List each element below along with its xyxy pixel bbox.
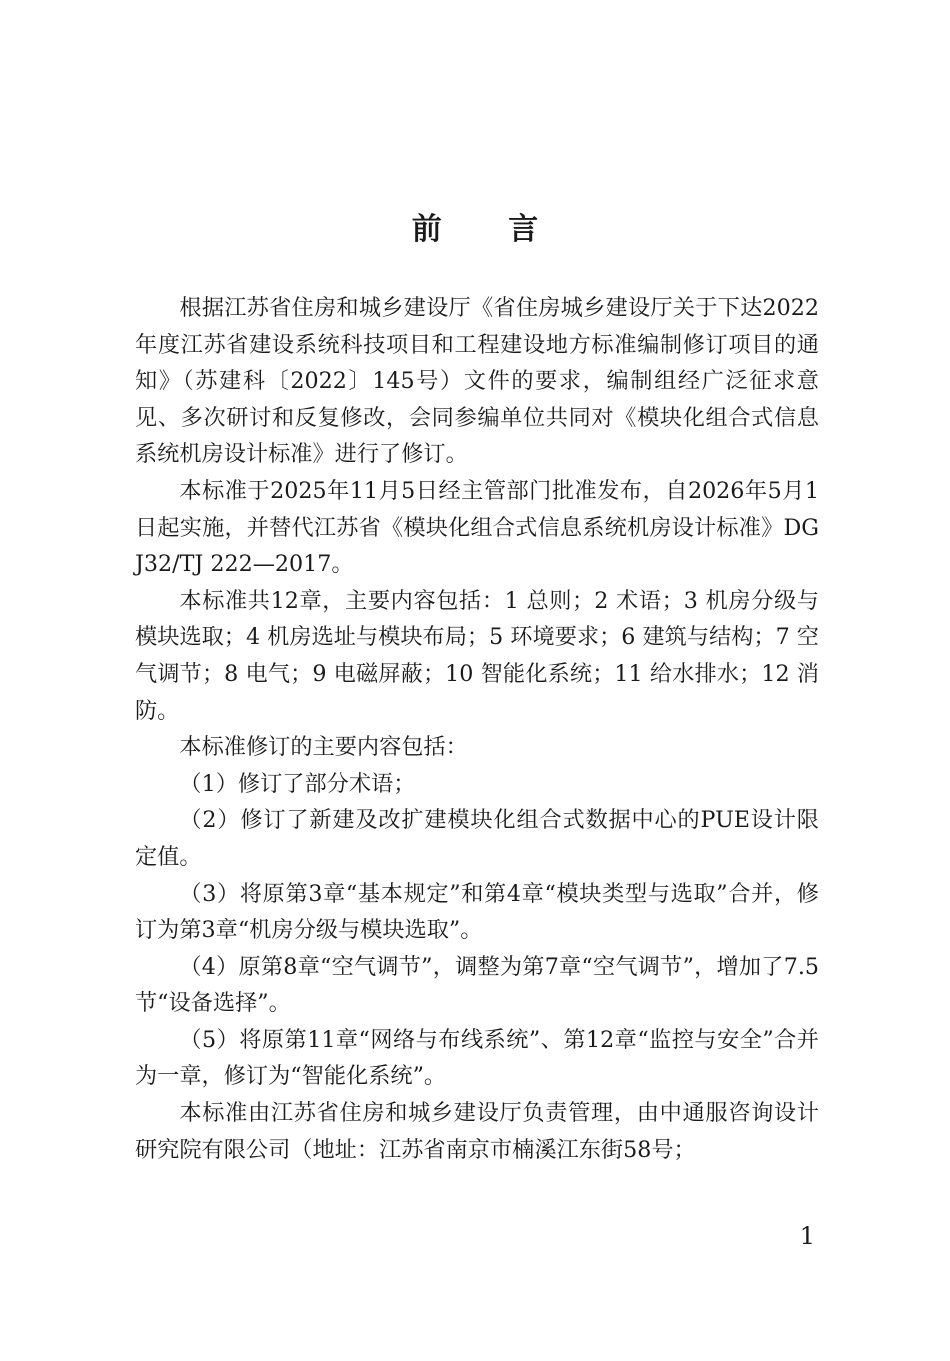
revision-item-4: （4）原第8章“空气调节”，调整为第7章“空气调节”，增加了7.5节“设备选择”。 — [135, 953, 819, 1017]
revision-item-2: （2）修订了新建及改扩建模块化组合式数据中心的PUE设计限定值。 — [135, 807, 819, 870]
paragraph-revision-intro: 本标准修订的主要内容包括： — [179, 734, 468, 761]
page-number: 1 — [799, 1222, 815, 1250]
paragraph-basis: 根据江苏省住房和城乡建设厅《省住房城乡建设厅关于下达2022年度江苏省建设系统科技项目和工程建设地方标准编制修订项目的通知》（苏建科〔2022〕145号）文件的要求，编制组经广泛征求意见、多次研讨和反复修改，会同参编单位共同对《模块化组合式信息系统机房设计标准》进行了修订。 — [135, 295, 819, 468]
paragraph-effective-date: 本标准于2025年11月5日经主管部门批准发布，自2026年5月1日起实施，并替代江苏省《模块化组合式信息系统机房设计标准》DGJ32/TJ 222—2017。 — [135, 477, 819, 578]
document-body — [135, 290, 819, 1168]
paragraph-management: 本标准由江苏省住房和城乡建设厅负责管理，由中通服咨询设计研究院有限公司（地址：江苏省南京市楠溪江东街58号； — [135, 1100, 819, 1163]
page-title: 前 言 — [411, 212, 567, 247]
revision-item-5: （5）将原第11章“网络与布线系统”、第12章“监控与安全”合并为一章，修订为“智能化系统”。 — [135, 1026, 819, 1090]
paragraph-chapters: 本标准共12章，主要内容包括：1 总则；2 术语；3 机房分级与模块选取；4 机房选址与模块布局；5 环境要求；6 建筑与结构；7 空气调节；8 电气；9 电磁屏蔽；10 智能化系统；11 给水排水；12 消防。 — [135, 587, 819, 724]
revision-item-1: （1）修订了部分术语； — [179, 770, 416, 797]
revision-item-3: （3）将原第3章“基本规定”和第4章“模块类型与选取”合并，修订为第3章“机房分级与模块选取”。 — [135, 880, 819, 944]
